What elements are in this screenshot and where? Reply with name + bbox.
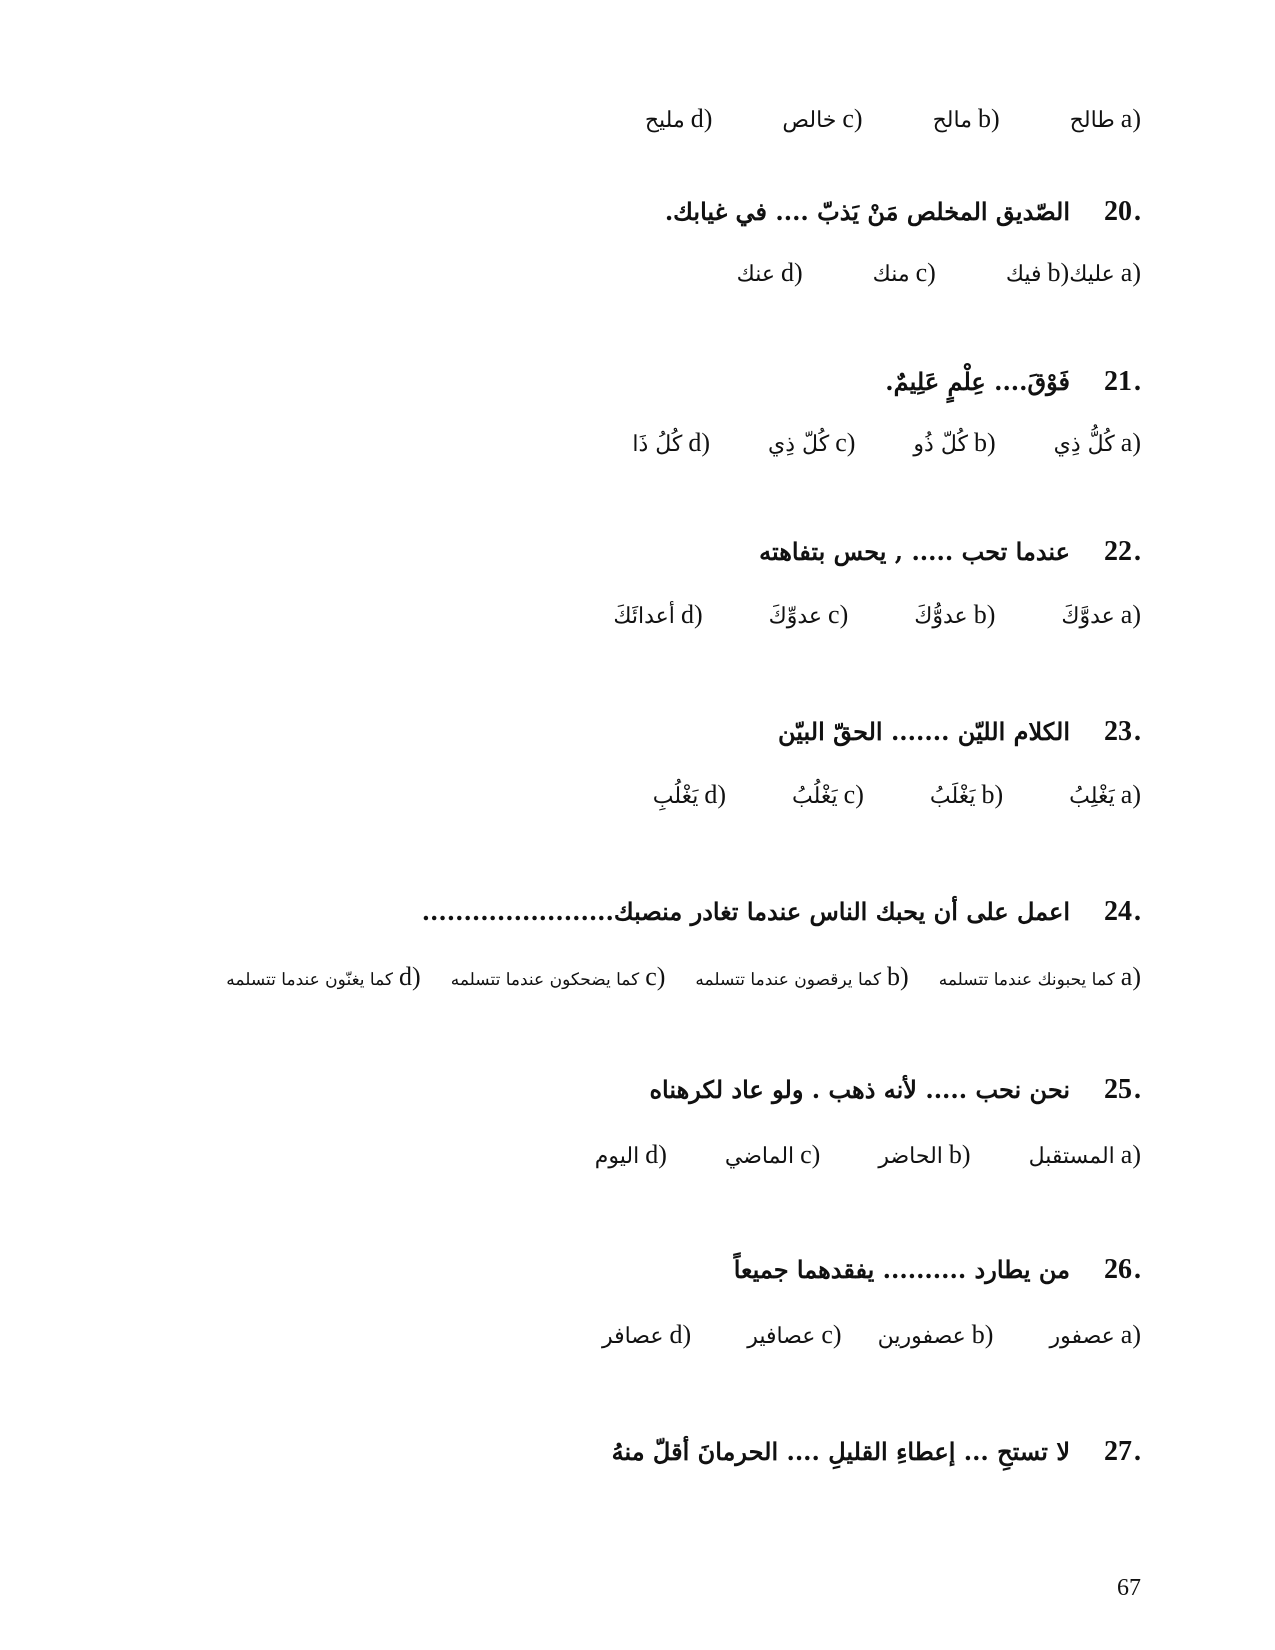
option-c: c) عصافير — [747, 1320, 842, 1349]
option-a: a) كما يحبونك عندما تتسلمه — [938, 962, 1141, 991]
option-a: a) عليك — [1069, 258, 1141, 287]
option-d: d) أعدائَكَ — [613, 600, 703, 629]
option-a: a) عدوَّكَ — [1061, 600, 1141, 629]
question-stem: لا تستحِ ... إعطاءِ القليلِ .... الحرمانَ أقلّ منهُ — [611, 1437, 1070, 1466]
option-d: d) كما يغنّون عندما تتسلمه — [226, 962, 421, 991]
question-21: . 21 فَوْقَ.... عِلْمٍ عَلِيمٌ. — [885, 366, 1141, 397]
question-stem: اعمل على أن يحبك الناس عندما تغادر منصبك....................... — [421, 897, 1070, 926]
option-b: b) كما يرقصون عندما تتسلمه — [695, 962, 909, 991]
option-a: a) عصفور — [1049, 1320, 1141, 1349]
option-b: b) كُلّ ذُو — [913, 428, 996, 457]
options-row-20 — [737, 258, 1141, 288]
question-number: 26 — [1104, 1254, 1132, 1285]
question-26: . 26 من يطارد .......... يفقدهما جميعاً — [733, 1254, 1141, 1285]
option-d: d) اليوم — [594, 1140, 667, 1169]
option-d: d) كُلُ ذَا — [632, 428, 711, 457]
question-number: 23 — [1104, 716, 1132, 747]
question-number: 22 — [1104, 536, 1132, 567]
option-b: b) فيك — [1005, 258, 1070, 287]
options-row-21 — [632, 428, 1141, 458]
option-b: b) عصفورين — [877, 1320, 994, 1349]
options-row-24 — [226, 962, 1141, 992]
page-number: 67 — [1117, 1575, 1141, 1601]
question-stem: نحن نحب ..... لأنه ذهب . ولو عاد لكرهناه — [649, 1075, 1070, 1104]
question-stem: فَوْقَ.... عِلْمٍ عَلِيمٌ. — [885, 367, 1070, 396]
options-row-19 — [645, 104, 1141, 134]
option-c: c) منك — [872, 258, 936, 287]
question-25: . 25 نحن نحب ..... لأنه ذهب . ولو عاد لكرهناه — [649, 1074, 1141, 1105]
option-b: b) يَغْلَبُ — [929, 780, 1004, 809]
option-a: a) يَغْلِبُ — [1069, 780, 1141, 809]
option-a: a) كُلُّ ذِي — [1053, 428, 1141, 457]
option-c: c) يَغْلُبُ — [792, 780, 864, 809]
option-d: d) مليح — [644, 104, 713, 133]
question-number: 25 — [1104, 1074, 1132, 1105]
options-row-25 — [595, 1140, 1141, 1170]
question-stem: عندما تحب ..... , يحس بتفاهته — [759, 537, 1070, 566]
question-number: 27 — [1104, 1436, 1132, 1467]
option-c: c) خالص — [782, 104, 863, 133]
option-b: b) عدوُّكَ — [914, 600, 996, 629]
question-23: . 23 الكلام الليّن ....... الحقّ البيّن — [778, 716, 1141, 747]
option-c: c) عدوِّكَ — [768, 600, 849, 629]
option-c: c) كُلّ ذِي — [768, 428, 856, 457]
question-22: . 22 عندما تحب ..... , يحس بتفاهته — [759, 536, 1141, 567]
question-20: . 20 الصّديق المخلص مَنْ يَذبّ .... في غيابك. — [664, 196, 1141, 227]
question-number: 21 — [1104, 366, 1132, 397]
options-row-26 — [602, 1320, 1141, 1350]
question-number: 20 — [1104, 196, 1132, 227]
question-stem: من يطارد .......... يفقدهما جميعاً — [733, 1255, 1070, 1284]
option-d: d) يَغْلُبِ — [652, 780, 727, 809]
option-d: d) عصافر — [601, 1320, 692, 1349]
question-24: . 24 اعمل على أن يحبك الناس عندما تغادر منصبك....................... — [421, 896, 1141, 927]
option-c: c) كما يضحكون عندما تتسلمه — [450, 962, 666, 991]
option-c: c) الماضي — [724, 1140, 821, 1169]
option-a: a) طالح — [1069, 104, 1141, 133]
question-stem: الكلام الليّن ....... الحقّ البيّن — [778, 717, 1070, 746]
option-b: b) الحاضر — [878, 1140, 971, 1169]
option-d: d) عنك — [736, 258, 803, 287]
question-27: . 27 لا تستحِ ... إعطاءِ القليلِ .... الحرمانَ أقلّ منهُ — [611, 1436, 1141, 1467]
question-stem: الصّديق المخلص مَنْ يَذبّ .... في غيابك. — [664, 197, 1070, 226]
option-a: a) المستقبل — [1028, 1140, 1141, 1169]
question-number: 24 — [1104, 896, 1132, 927]
option-b: b) مالح — [932, 104, 1000, 133]
options-row-22 — [613, 600, 1141, 630]
options-row-23 — [653, 780, 1141, 810]
